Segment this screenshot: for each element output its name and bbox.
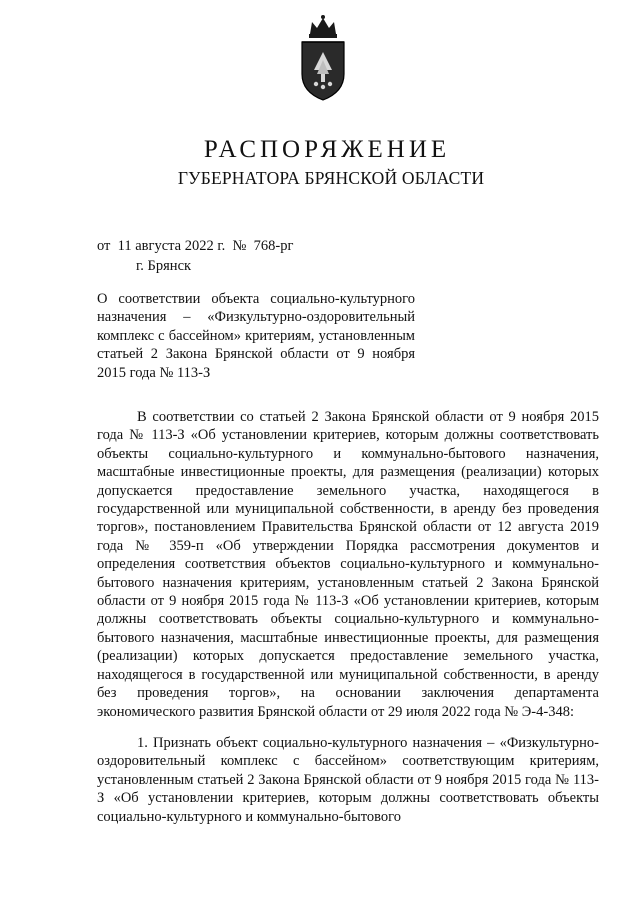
- document-date-number: от 11 августа 2022 г. № 768-рг: [97, 238, 294, 254]
- document-issuer: ГУБЕРНАТОРА БРЯНСКОЙ ОБЛАСТИ: [177, 168, 485, 188]
- document-subject: О соответствии объекта социально-культурного назначения – «Физкультурно-оздоровительный комплекс с бассейном» критериям, установленным статьей 2 Закона Брянской области от 9 ноября 2015 года № 113-З: [97, 291, 415, 381]
- document-city: г. Брянск: [136, 258, 192, 274]
- item-1-paragraph: 1. Признать объект социально-культурного назначения – «Физкультурно-оздоровительный комплекс с бассейном» соответствующим критериям, установленным статьей 2 Закона Брянской области от 9 ноября 2015 года № 113-З «Об установлении критериев, которым должны соответствовать объекты социально-культурного и коммунально-бытового: [97, 735, 599, 825]
- document-title: РАСПОРЯЖЕНИЕ: [203, 136, 451, 163]
- bryansk-coat-of-arms-icon: [296, 12, 350, 104]
- preamble-paragraph: В соответствии со статьей 2 Закона Брянской области от 9 ноября 2015 года № 113-З «Об установлении критериев, которым должны соответствовать объекты социально-культурного и коммунально-бытового назначения, масштабные инвестиционные проекты, для размещения (реализации) которых допускается предоставление земельного участка, находящегося в государственной или муниципальной собственности, в аренду без проведения торгов», постановлением Правительства Брянской области от 12 августа 2019 года № 359-п «Об утверждении Порядка рассмотрения документов и определения соответствия объектов социально-культурного и коммунально-бытового назначения критериям, установленным статьей 2 Закона Брянской области от 9 ноября 2015 года № 113-З «Об установлении критериев, которым должны соответствовать объекты социально-культурного и коммунально-бытового назначения, масштабные инвестиционные проекты, для размещения (реализации) которых допускается предоставление земельного участка, находящегося в государственной или муниципальной собственности, в аренду без проведения торгов», на основании заключения департамента экономического развития Брянской области от 29 июля 2022 года № Э-4-348:: [97, 409, 599, 720]
